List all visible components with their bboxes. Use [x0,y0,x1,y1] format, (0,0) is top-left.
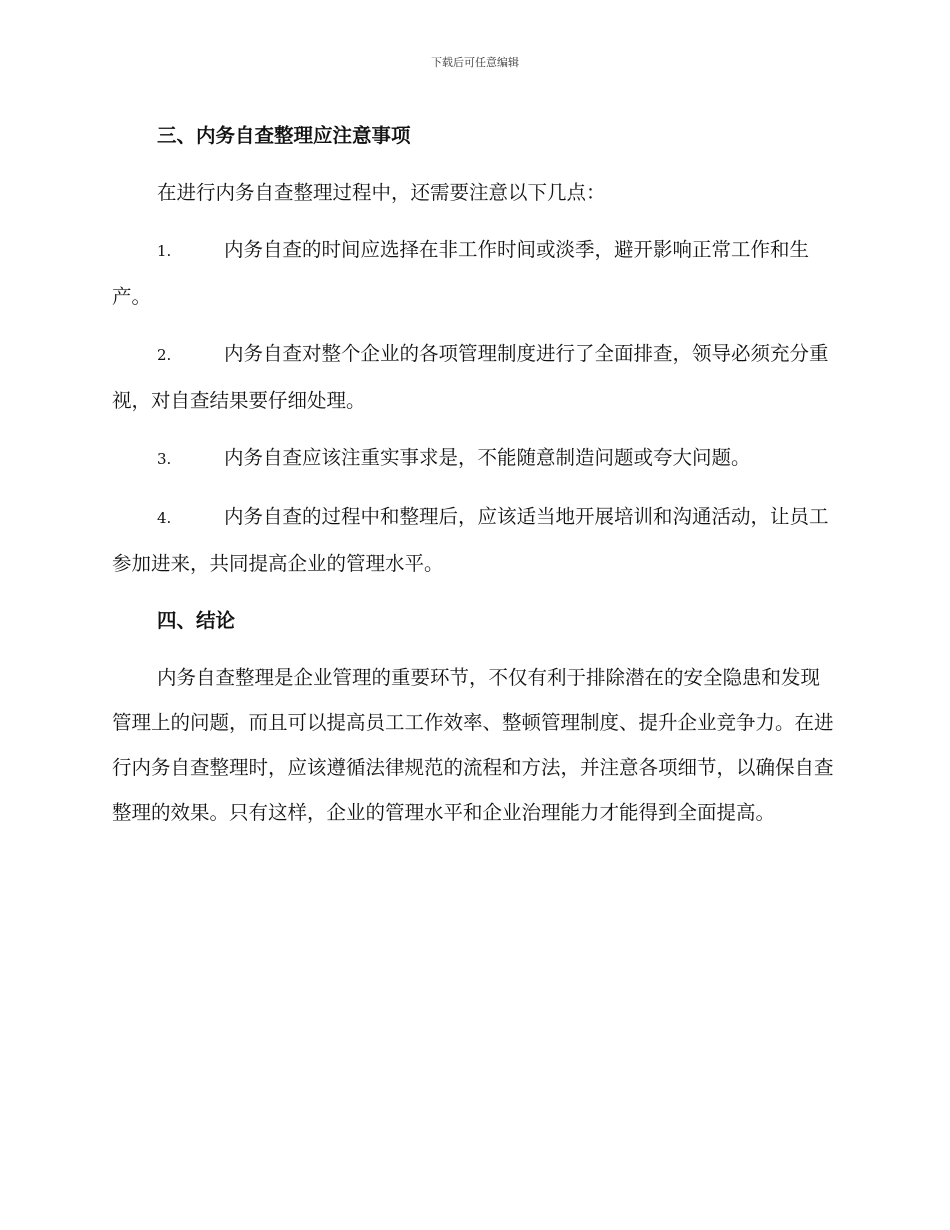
list-item [112,435,834,482]
header-note: 下载后可任意编辑 [431,56,519,69]
list-item-text: 内务自查应该注重实事求是，不能随意制造问题或夸大问题。 [224,446,751,469]
intro-paragraph: 在进行内务自查整理过程中，还需要注意以下几点： [157,181,606,204]
list-item-text: 内务自查的过程中和整理后，应该适当地开展培训和沟通活动，让员工参加进来，共同提高企业的管理水平。 [112,505,829,575]
list-item-number: 1. [157,242,172,260]
list-item-text: 内务自查的时间应选择在非工作时间或淡季，避开影响正常工作和生产。 [112,238,810,308]
section-heading-precautions: 三、内务自查整理应注意事项 [157,124,411,147]
section-heading-conclusion: 四、结论 [157,609,236,632]
list-item-number: 2. [157,346,172,364]
list-item [112,494,834,586]
list-item [112,331,834,423]
list-item-text: 内务自查对整个企业的各项管理制度进行了全面排查，领导必须充分重视，对自查结果要仔细处理。 [112,342,829,412]
list-item-number: 4. [157,509,172,527]
list-item [112,227,834,319]
list-item-number: 3. [157,450,172,468]
document-body [112,113,834,847]
conclusion-paragraph: 内务自查整理是企业管理的重要环节，不仅有利于排除潜在的安全隐患和发现管理上的问题，而且可以提高员工工作效率、整顿管理制度、提升企业竞争力。在进行内务自查整理时，应该遵循法律规范的流程和方法，并注意各项细节，以确保自查整理的效果。只有这样，企业的管理水平和企业治理能力才能得到全面提高。 [112,666,834,824]
